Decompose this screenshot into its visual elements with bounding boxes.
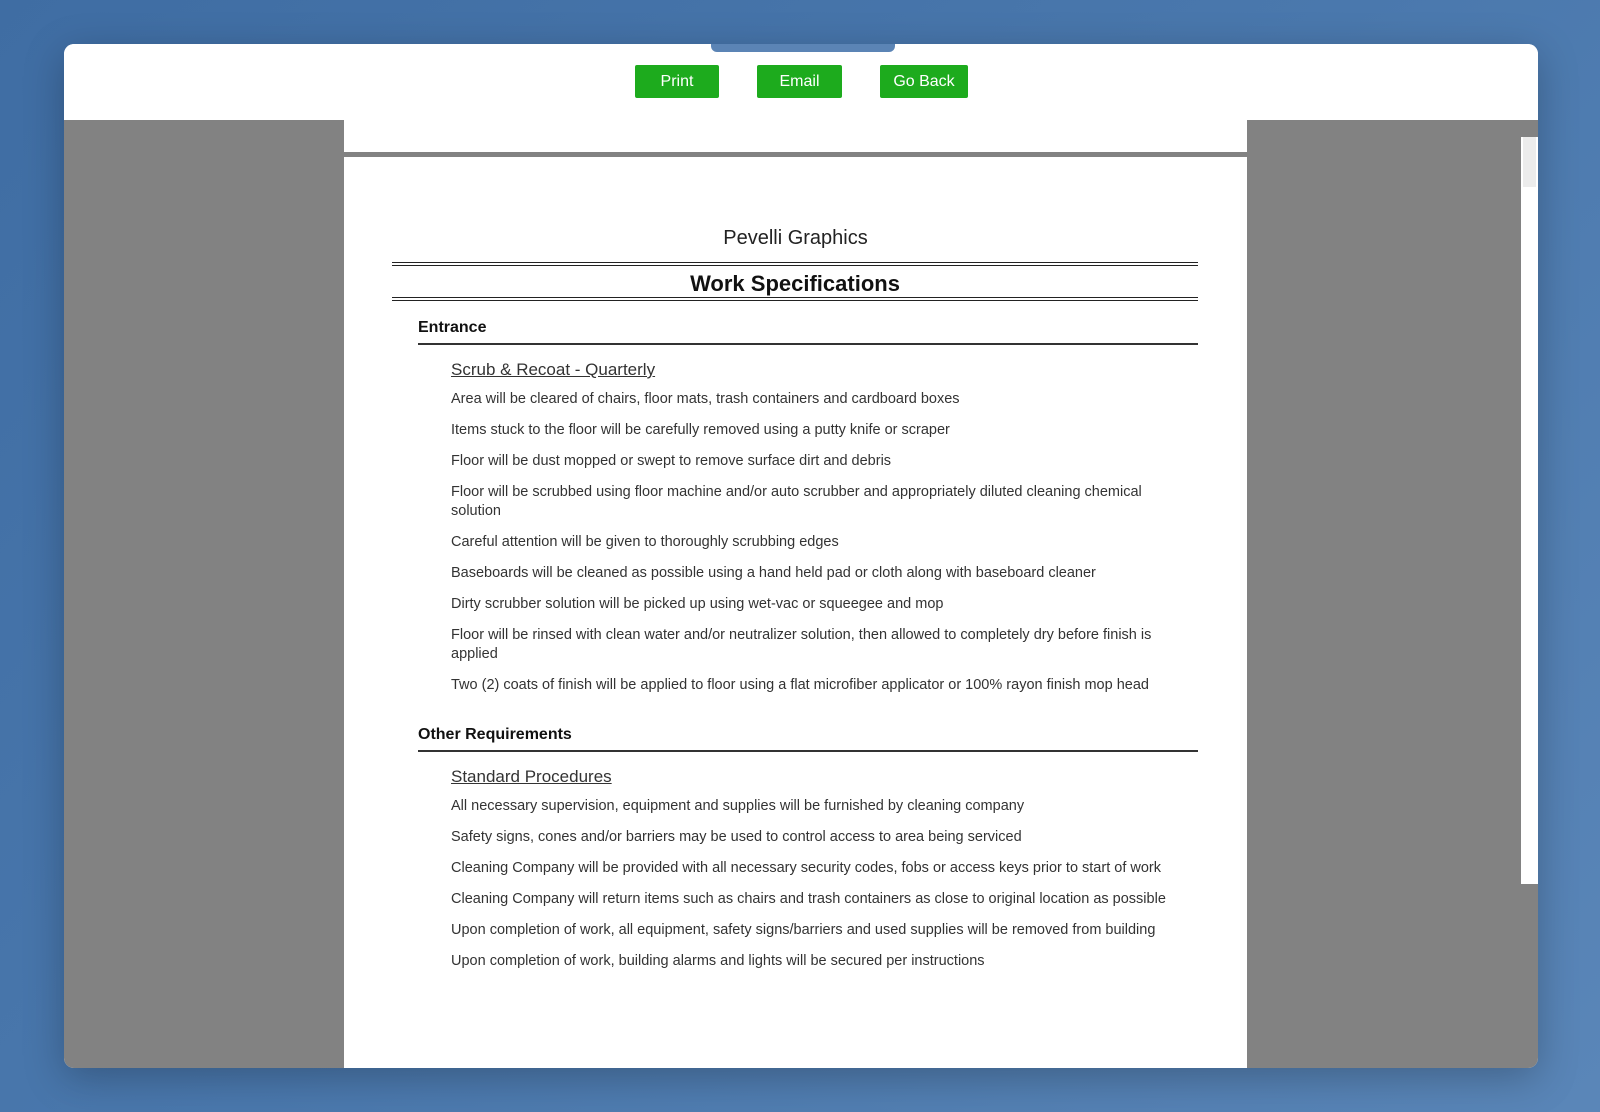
section-heading-entrance: Entrance <box>418 319 1198 345</box>
list-item: Floor will be dust mopped or swept to remove surface dirt and debris <box>451 453 892 469</box>
email-button[interactable]: Email <box>757 65 842 98</box>
list-item: Floor will be scrubbed using floor machine and/or auto scrubber and appropriately diluted cleaning chemical solution <box>451 484 1142 519</box>
list-item: Safety signs, cones and/or barriers may be used to control access to area being serviced <box>451 829 1022 845</box>
toolbar <box>64 44 1538 120</box>
list-item: Area will be cleared of chairs, floor mats, trash containers and cardboard boxes <box>451 391 960 407</box>
go-back-button[interactable]: Go Back <box>880 65 968 98</box>
list-item: Upon completion of work, building alarms and lights will be secured per instructions <box>451 953 985 969</box>
scrollbar-thumb[interactable] <box>1523 137 1536 187</box>
list-item: Floor will be rinsed with clean water and/or neutralizer solution, then allowed to completely dry before finish is applied <box>451 627 1152 662</box>
list-item: Cleaning Company will be provided with all necessary security codes, fobs or access keys prior to start of work <box>451 860 1161 876</box>
list-item: Items stuck to the floor will be carefully removed using a putty knife or scraper <box>451 422 950 438</box>
list-item: Baseboards will be cleaned as possible using a hand held pad or cloth along with baseboard cleaner <box>451 565 1096 581</box>
list-item: All necessary supervision, equipment and supplies will be furnished by cleaning company <box>451 798 1025 814</box>
title-block <box>392 262 1198 301</box>
company-name: Pevelli Graphics <box>723 227 868 249</box>
subheading-standard-procedures: Standard Procedures <box>451 767 612 786</box>
previous-page-edge <box>344 120 1247 152</box>
toolbar-tab-indicator <box>711 44 895 52</box>
list-item: Dirty scrubber solution will be picked up using wet-vac or squeegee and mop <box>451 596 944 612</box>
list-item: Careful attention will be given to thoroughly scrubbing edges <box>451 534 839 550</box>
subheading-scrub-recoat: Scrub & Recoat - Quarterly <box>451 360 656 379</box>
section-heading-other-requirements: Other Requirements <box>418 726 1198 752</box>
list-item: Two (2) coats of finish will be applied to floor using a flat microfiber applicator or 100% rayon finish mop head <box>451 677 1149 693</box>
print-button[interactable]: Print <box>635 65 719 98</box>
app-window <box>64 44 1538 1068</box>
document-page <box>344 157 1247 1068</box>
list-item: Upon completion of work, all equipment, safety signs/barriers and used supplies will be removed from building <box>451 922 1156 938</box>
list-item: Cleaning Company will return items such as chairs and trash containers as close to original location as possible <box>451 891 1166 907</box>
vertical-scrollbar[interactable] <box>1521 137 1538 884</box>
document-viewer[interactable] <box>64 120 1538 1068</box>
document-title: Work Specifications <box>690 271 900 296</box>
